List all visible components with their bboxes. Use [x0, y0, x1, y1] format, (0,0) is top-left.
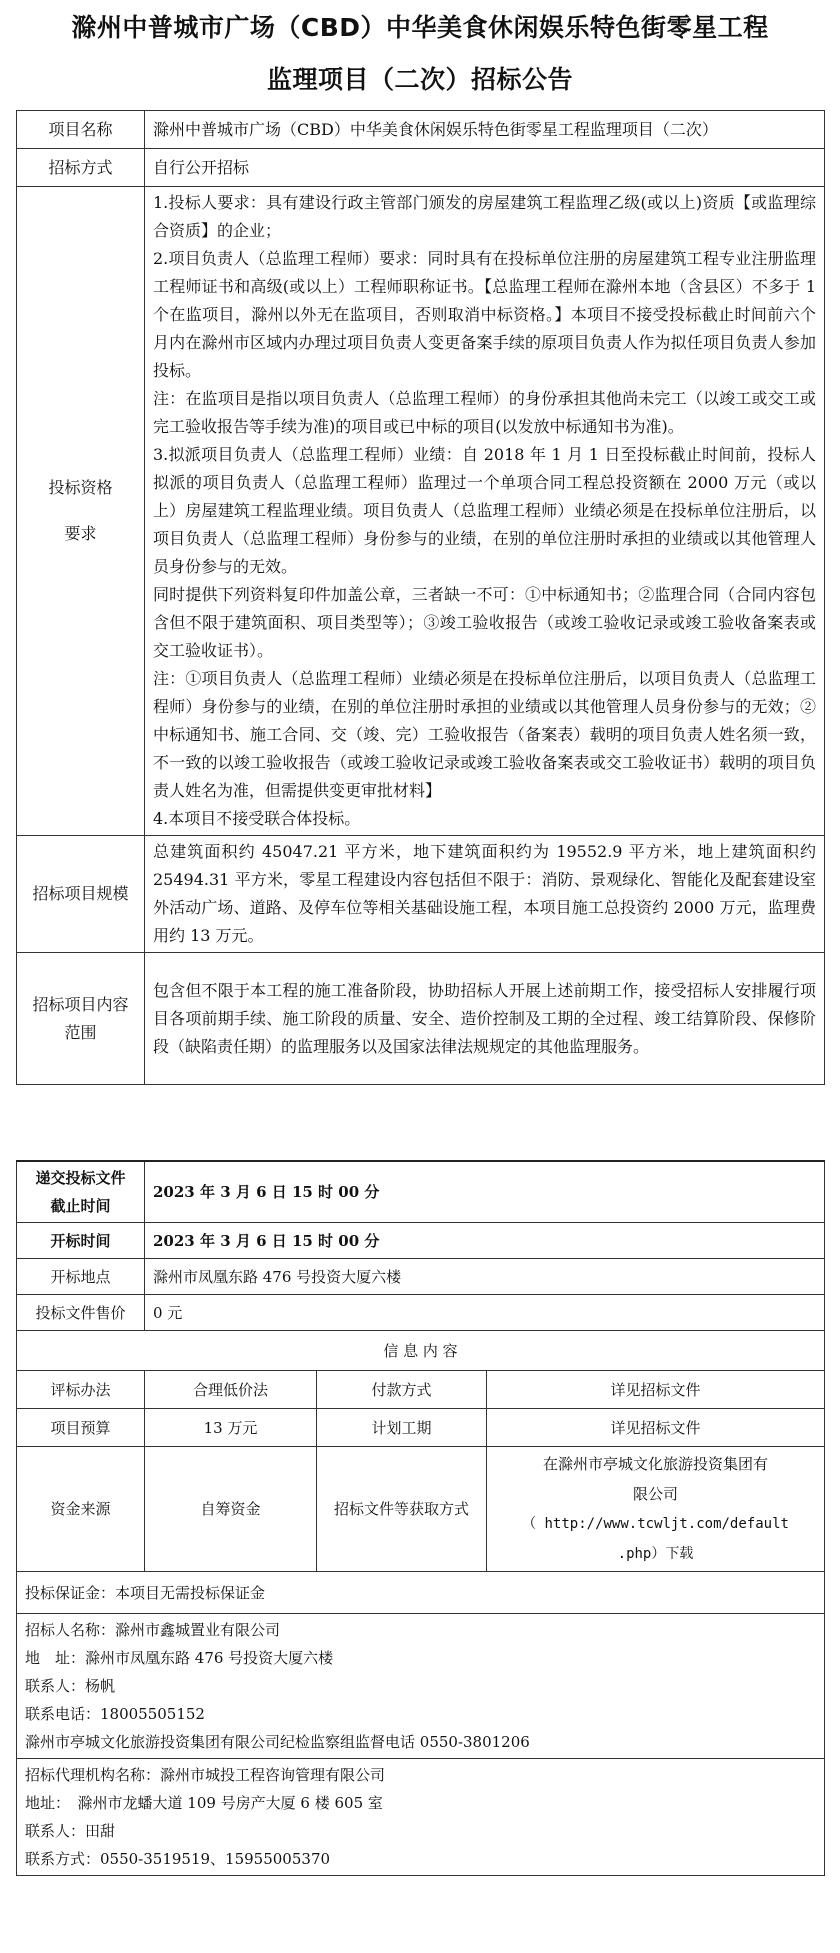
- tenderer-address: 地 址：滁州市凤凰东路 476 号投资大厦六楼: [25, 1649, 334, 1667]
- funding-value: 自筹资金: [145, 1447, 317, 1572]
- tenderer-contact: 联系人：杨帆: [25, 1677, 116, 1695]
- doc-price-row: [17, 1295, 825, 1331]
- info-header-row: [17, 1331, 825, 1371]
- deadline-label: [17, 1161, 145, 1223]
- doc-access-value: [487, 1447, 825, 1572]
- payment-value: 详见招标文件: [487, 1371, 825, 1409]
- agency-phone: 联系方式：0550-3519519、15955005370: [25, 1850, 331, 1868]
- doc-access-link-tail[interactable]: .php）下载: [617, 1546, 694, 1562]
- project-name-label: 项目名称: [17, 111, 145, 149]
- opening-place-label: 开标地点: [17, 1259, 145, 1295]
- eval-row: [17, 1371, 825, 1409]
- tenderer-supervision: 滁州市亭城文化旅游投资集团有限公司纪检监察组监督电话 0550-3801206: [25, 1733, 530, 1751]
- scope-label-line2: 范围: [64, 1022, 97, 1042]
- bid-schedule-table: [16, 1160, 825, 1876]
- budget-row: [17, 1409, 825, 1447]
- bid-method-row: [17, 149, 825, 187]
- qualification-paragraph: 4.本项目不接受联合体投标。: [153, 809, 361, 828]
- scope-value: 包含但不限于本工程的施工准备阶段，协助招标人开展上述前期工作，接受招标人安排履行项目各项前期手续、施工阶段的质量、安全、造价控制及工期的全过程、竣工结算阶段、保修阶段（缺陷责任期）的监理服务以及国家法律法规规定的其他监理服务。: [145, 953, 825, 1085]
- eval-value: 合理低价法: [145, 1371, 317, 1409]
- qualification-paragraph: 注：在监项目是指以项目负责人（总监理工程师）的身份承担其他尚未完工（以竣工或交工或完工验收报告等手续为准)的项目或已中标的项目(以发放中标通知书为准)。: [153, 389, 816, 436]
- bid-method-value: 自行公开招标: [145, 149, 825, 187]
- doc-access-link[interactable]: （ http://www.tcwljt.com/default: [522, 1516, 789, 1532]
- agency-contact: 联系人：田甜: [25, 1822, 116, 1840]
- deadline-label-line1: 递交投标文件: [35, 1169, 126, 1187]
- deadline-label-line2: 截止时间: [50, 1197, 111, 1215]
- opening-time-row: [17, 1223, 825, 1259]
- qualification-paragraph: 2.项目负责人（总监理工程师）要求：同时具有在投标单位注册的房屋建筑工程专业注册监理工程师证书和高级(或以上）工程师职称证书。【总监理工程师在滁州本地（含县区）不多于 1 个在监项目，滁州以外无在监项目，否则取消中标资格。】本项目不接受投标截止时间前六个月内在滁州市区域内办理过项目负责人变更备案手续的原项目负责人作为拟任项目负责人参加投标。: [153, 249, 816, 380]
- scope-row: [17, 953, 825, 1085]
- agency-address: 地址： 滁州市龙蟠大道 109 号房产大厦 6 楼 605 室: [25, 1794, 383, 1812]
- opening-time-label: 开标时间: [17, 1223, 145, 1259]
- qualification-paragraph: 1.投标人要求：具有建设行政主管部门颁发的房屋建筑工程监理乙级(或以上)资质【或监理综合资质】的企业；: [153, 193, 816, 240]
- opening-place-row: [17, 1259, 825, 1295]
- funding-label: 资金来源: [17, 1447, 145, 1572]
- budget-label: 项目预算: [17, 1409, 145, 1447]
- tenderer-block: [17, 1614, 825, 1759]
- doc-access-label: 招标文件等获取方式: [317, 1447, 487, 1572]
- scope-label: [17, 953, 145, 1085]
- agency-row: [17, 1759, 825, 1876]
- project-name-row: [17, 111, 825, 149]
- scope-label-line1: 招标项目内容: [32, 994, 129, 1014]
- scale-label: 招标项目规模: [17, 836, 145, 953]
- bond-row: [17, 1572, 825, 1614]
- doc-access-line: 限公司: [632, 1485, 678, 1503]
- qualification-paragraph: 3.拟派项目负责人（总监理工程师）业绩：自 2018 年 1 月 1 日至投标截止时间前，投标人拟派的项目负责人（总监理工程师）监理过一个单项合同工程总投资额在 2000 万元（或以上）房屋建筑工程监理业绩。项目负责人（总监理工程师）业绩必须是在投标单位注册后，以项目负责人（总监理工程师）身份参与的业绩，在别的单位注册时承担的业绩或以其他管理人员身份参与的无效。: [153, 445, 816, 576]
- project-name-value: 滁州中普城市广场（CBD）中华美食休闲娱乐特色街零星工程监理项目（二次）: [145, 111, 825, 149]
- info-header: 信 息 内 容: [17, 1331, 825, 1371]
- qualification-label-line1: 投标资格: [48, 478, 113, 497]
- budget-value: 13 万元: [145, 1409, 317, 1447]
- bond-text: 投标保证金：本项目无需投标保证金: [17, 1572, 825, 1614]
- duration-label: 计划工期: [317, 1409, 487, 1447]
- doc-access-line: 在滁州市亭城文化旅游投资集团有: [542, 1455, 768, 1473]
- opening-time-value: 2023 年 3 月 6 日 15 时 00 分: [145, 1223, 825, 1259]
- deadline-value: 2023 年 3 月 6 日 15 时 00 分: [145, 1161, 825, 1223]
- qualification-label: [17, 187, 145, 836]
- bid-method-label: 招标方式: [17, 149, 145, 187]
- deadline-row: [17, 1161, 825, 1223]
- doc-price-value: 0 元: [145, 1295, 825, 1331]
- duration-value: 详见招标文件: [487, 1409, 825, 1447]
- tenderer-name: 招标人名称：滁州市鑫城置业有限公司: [25, 1621, 281, 1639]
- funding-row: [17, 1447, 825, 1572]
- opening-place-value: 滁州市凤凰东路 476 号投资大厦六楼: [145, 1259, 825, 1295]
- doc-price-label: 投标文件售价: [17, 1295, 145, 1331]
- qualification-label-line2: 要求: [64, 524, 97, 543]
- qualification-value: [145, 187, 825, 836]
- tenderer-phone: 联系电话：18005505152: [25, 1705, 205, 1723]
- agency-name: 招标代理机构名称：滁州市城投工程咨询管理有限公司: [25, 1766, 386, 1784]
- eval-label: 评标办法: [17, 1371, 145, 1409]
- tenderer-row: [17, 1614, 825, 1759]
- qualification-paragraph: 注：①项目负责人（总监理工程师）业绩必须是在投标单位注册后，以项目负责人（总监理工程师）身份参与的业绩，在别的单位注册时承担的业绩或以其他管理人员身份参与的无效；②中标通知书、施工合同、交（竣、完）工验收报告（备案表）载明的项目负责人姓名须一致，不一致的以竣工验收报告（或竣工验收记录或竣工验收备案表或交工验收证书）载明的项目负责人姓名为准，但需提供变更审批材料】: [153, 669, 816, 800]
- page-title-line1: 滁州中普城市广场（CBD）中华美食休闲娱乐特色街零星工程: [71, 13, 769, 42]
- payment-label: 付款方式: [317, 1371, 487, 1409]
- scale-value: 总建筑面积约 45047.21 平方米，地下建筑面积约为 19552.9 平方米，地上建筑面积约 25494.31 平方米，零星工程建设内容包括但不限于：消防、景观绿化、智能化及配套建设室外活动广场、道路、及停车位等相关基础设施工程，本项目施工总投资约 2000 万元，监理费用约 13 万元。: [145, 836, 825, 953]
- qualification-row: [17, 187, 825, 836]
- project-info-table: [16, 110, 825, 1085]
- qualification-paragraph: 同时提供下列资料复印件加盖公章，三者缺一不可：①中标通知书；②监理合同（合同内容包含但不限于建筑面积、项目类型等）；③竣工验收报告（或竣工验收记录或竣工验收备案表或交工验收证书）。: [153, 585, 816, 660]
- scale-row: [17, 836, 825, 953]
- page-title-line2: 监理项目（二次）招标公告: [266, 65, 573, 94]
- agency-block: [17, 1759, 825, 1876]
